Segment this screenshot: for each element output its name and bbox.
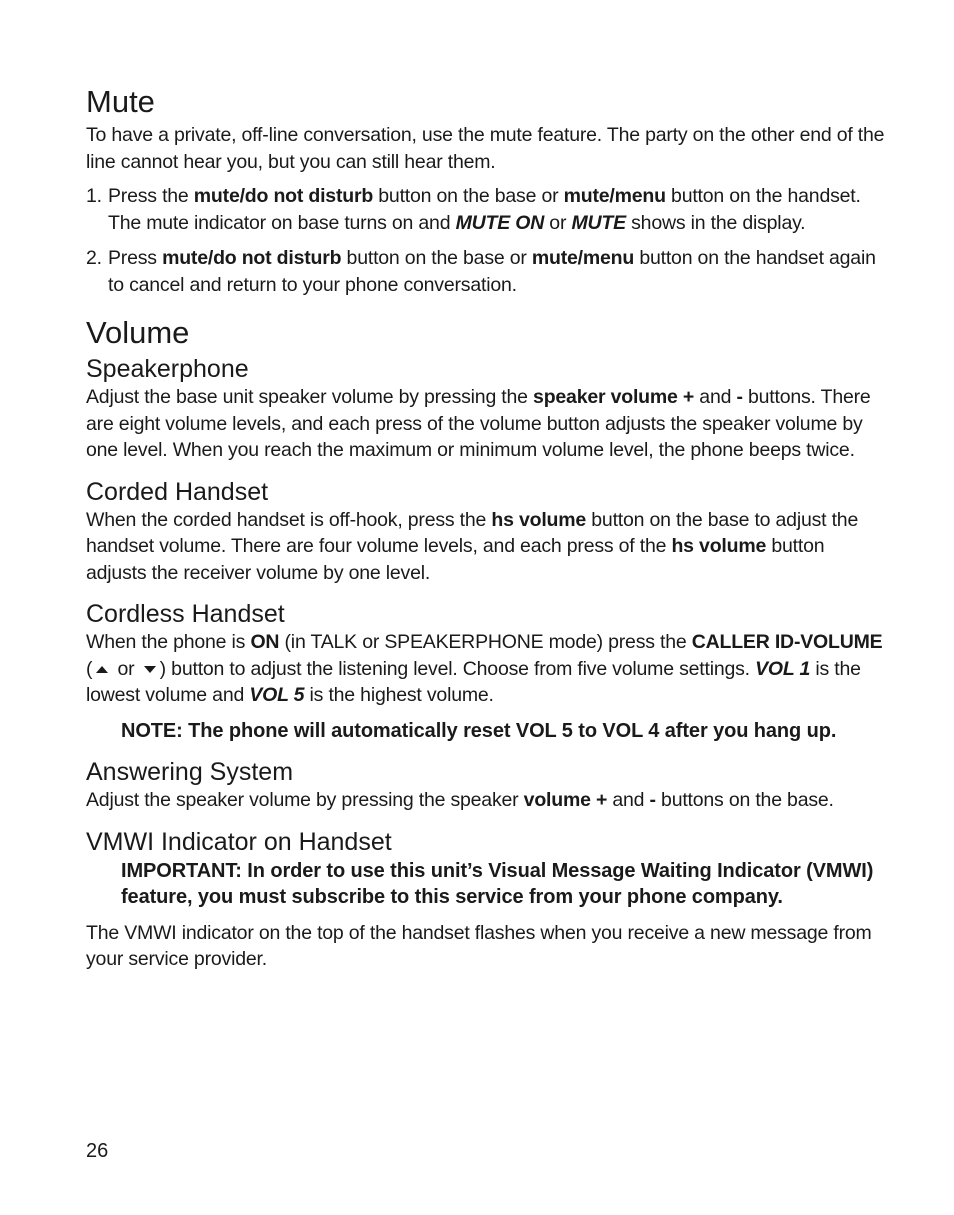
body-text: and bbox=[694, 386, 737, 408]
mute-heading: Mute bbox=[86, 84, 155, 119]
down-arrow-icon bbox=[144, 666, 156, 673]
button-name: CALLER ID-VOLUME bbox=[691, 631, 883, 653]
step-text: shows in the display. bbox=[625, 211, 806, 234]
list-item bbox=[86, 183, 886, 236]
button-name: ON bbox=[250, 631, 280, 653]
button-name: hs volume bbox=[491, 508, 587, 531]
step-number: 1. bbox=[86, 185, 102, 207]
step-number: 2. bbox=[86, 247, 102, 269]
display-text: MUTE bbox=[571, 211, 626, 234]
cordless-note: NOTE: The phone will automatically reset VOL 5 to VOL 4 after you hang up. bbox=[121, 719, 837, 742]
step-text: or bbox=[544, 211, 572, 234]
answering-system-text bbox=[86, 787, 886, 814]
manual-page bbox=[86, 84, 886, 973]
button-name: mute/do not disturb bbox=[162, 247, 342, 269]
step-text: Press bbox=[108, 247, 163, 269]
step-text: button on the handset. The mute indicator on base turns on and bbox=[108, 185, 861, 234]
body-text: button adjusts the receiver volume by one level. bbox=[86, 535, 825, 584]
answering-system-heading: Answering System bbox=[86, 758, 294, 786]
speakerphone-heading: Speakerphone bbox=[86, 355, 249, 383]
body-text: or bbox=[112, 657, 140, 680]
body-text: ) button to adjust the listening level. Choose from five volume settings. bbox=[159, 657, 756, 680]
body-text: button on the base to adjust the handset volume. There are four volume levels, and each press of the bbox=[86, 508, 859, 557]
display-text: MUTE ON bbox=[455, 211, 545, 234]
vmwi-important-note: IMPORTANT: In order to use this unit’s Visual Message Waiting Indicator (VMWI) feature, you must subscribe to this service from your phone company. bbox=[121, 859, 874, 908]
body-text: Adjust the base unit speaker volume by pressing the bbox=[86, 386, 534, 408]
corded-handset-text bbox=[86, 507, 886, 587]
button-name: mute/do not disturb bbox=[193, 185, 374, 207]
body-text: buttons. There are eight volume levels, and each press of the volume button adjusts the speaker volume by one level. When you reach the maximum or minimum volume level, the phone beeps twice. bbox=[86, 386, 871, 461]
mute-intro: To have a private, off-line conversation, use the mute feature. The party on the other end of the line cannot hear you, but you can still hear them. bbox=[86, 124, 885, 173]
body-text: ( bbox=[86, 657, 93, 680]
step-text: button on the base or bbox=[373, 185, 564, 207]
vmwi-heading: VMWI Indicator on Handset bbox=[86, 827, 392, 856]
page-number: 26 bbox=[86, 1140, 109, 1162]
button-name: - bbox=[736, 386, 743, 408]
step-text: button on the base or bbox=[341, 247, 532, 269]
display-text: VOL 5 bbox=[249, 684, 305, 706]
mute-steps bbox=[86, 183, 886, 298]
button-name: hs volume bbox=[671, 535, 767, 557]
cordless-handset-text bbox=[86, 629, 886, 709]
corded-handset-heading: Corded Handset bbox=[86, 477, 269, 506]
button-name: - bbox=[649, 789, 656, 811]
body-text: (in TALK or SPEAKERPHONE mode) press the bbox=[279, 631, 692, 653]
display-text: VOL 1 bbox=[755, 657, 811, 680]
step-text: button on the handset again to cancel and return to your phone conversation. bbox=[108, 247, 876, 296]
body-text: is the lowest volume and bbox=[86, 657, 861, 706]
body-text: is the highest volume. bbox=[304, 684, 494, 706]
list-item bbox=[86, 245, 886, 298]
button-name: speaker volume + bbox=[533, 386, 695, 408]
body-text: When the corded handset is off-hook, press the bbox=[86, 508, 492, 531]
speakerphone-text bbox=[86, 384, 886, 464]
body-text: and bbox=[607, 789, 650, 811]
volume-heading: Volume bbox=[86, 315, 190, 350]
body-text: When the phone is bbox=[86, 631, 251, 653]
step-text: Press the bbox=[108, 185, 194, 207]
body-text: Adjust the speaker volume by pressing the speaker bbox=[86, 789, 524, 811]
vmwi-text: The VMWI indicator on the top of the handset flashes when you receive a new message from your service provider. bbox=[86, 921, 872, 970]
button-name: mute/menu bbox=[563, 185, 666, 207]
button-name: mute/menu bbox=[531, 247, 635, 269]
body-text: buttons on the base. bbox=[655, 789, 834, 811]
cordless-handset-heading: Cordless Handset bbox=[86, 600, 285, 628]
button-name: volume + bbox=[523, 789, 608, 811]
up-arrow-icon bbox=[96, 666, 108, 673]
